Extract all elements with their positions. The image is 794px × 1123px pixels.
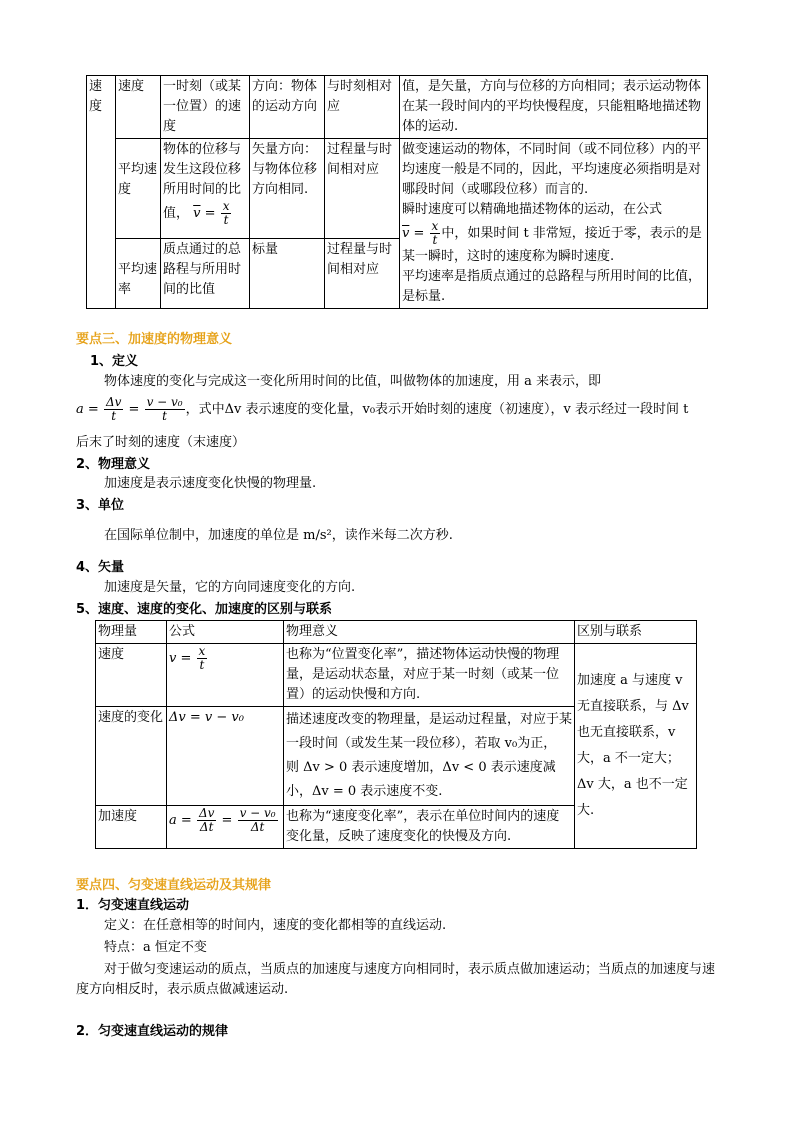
relation-cell: 加速度 a 与速度 v 无直接联系，与 Δv 也无直接联系，v 大，a 不一定大；Δv 大，a 也不一定大. xyxy=(575,644,697,849)
section3-sub1: 1、定义 xyxy=(90,354,139,369)
section4-title: 要点四、匀变速直线运动及其规律 xyxy=(76,878,272,893)
formula-x-over-t-2: $\frac{x}{t}$ xyxy=(431,219,439,247)
speed-name: 速度 xyxy=(116,76,161,139)
row-speed-name: 速度 xyxy=(96,644,167,707)
section4-sub2: 2．匀变速直线运动的规律 xyxy=(76,1024,229,1039)
speed-desc: 值，是矢量，方向与位移的方向相同；表示运动物体在某一段时间内的平均快慢程度，只能粗略地描述物体的运动. xyxy=(400,76,708,139)
row-accel-desc: 也称为“速度变化率”，表示在单位时间内的速度变化量，反映了速度变化的快慢及方向. xyxy=(284,806,575,849)
section3-p3: 在国际单位制中，加速度的单位是 m/s²，读作米每二次方秒. xyxy=(104,528,453,543)
section3-sub2: 2、物理意义 xyxy=(76,457,151,472)
section3-p4: 加速度是矢量，它的方向同速度变化的方向. xyxy=(104,580,356,595)
th-meaning: 物理意义 xyxy=(284,621,575,644)
speed-table xyxy=(86,75,708,309)
section3-sub5: 5、速度、速度的变化、加速度的区别与联系 xyxy=(76,602,333,617)
section4-sub1: 1．匀变速直线运动 xyxy=(76,898,190,913)
row-dv-name: 速度的变化 xyxy=(96,707,167,806)
accel-definition-line: a = $\frac{\Delta v}{t}$ = $\frac{\text{v − v₀}}{t}$ ，式中Δv 表示速度的变化量，v₀表示开始时刻的速度（初速度），v 表示经过一段时间 t xyxy=(76,395,689,423)
section3-p2: 加速度是表示速度变化快慢的物理量. xyxy=(104,476,317,491)
avg-rate-name: 平均速率 xyxy=(116,239,161,309)
th-formula: 公式 xyxy=(167,621,284,644)
section4-def: 定义：在任意相等的时间内，速度的变化都相等的直线运动. xyxy=(104,918,447,933)
speed-rel: 与时刻相对应 xyxy=(325,76,400,139)
section3-title: 要点三、加速度的物理意义 xyxy=(76,332,233,347)
speed-row-header: 速 度 xyxy=(87,76,116,309)
row-dv-formula: Δv = v − v₀ xyxy=(167,707,284,806)
section4-feat: 特点：a 恒定不变 xyxy=(104,940,207,955)
row-accel-name: 加速度 xyxy=(96,806,167,849)
section3-sub3: 3、单位 xyxy=(76,498,125,513)
avg-speed-def: 物体的位移与发生这段位移所用时间的比值， $\overline{v}$ = $\frac{x}{t}$ xyxy=(161,139,250,239)
row-accel-formula: a = $\frac{\Delta v}{\Delta t}$ = $\frac{\text{v − v₀}}{\Delta t}$ xyxy=(167,806,284,849)
th-relation: 区别与联系 xyxy=(575,621,697,644)
row-speed-desc: 也称为“位置变化率”，描述物体运动快慢的物理量，是运动状态量，对应于某一时刻（或某一位置）的运动快慢和方向. xyxy=(284,644,575,707)
section3-p1c: 后末了时刻的速度（末速度） xyxy=(76,435,246,450)
section4-p: 对于做匀变速运动的质点，当质点的加速度与速度方向相同时，表示质点做加速运动；当质点的加速度与速度方向相反时，表示质点做减速运动. xyxy=(76,962,716,997)
section3-p1: 物体速度的变化与完成这一变化所用时间的比值，叫做物体的加速度，用 a 来表示，即 xyxy=(104,374,602,389)
avg-speed-name: 平均速度 xyxy=(116,139,161,239)
avg-rate-def: 质点通过的总路程与所用时间的比值 xyxy=(161,239,250,309)
avg-rate-dir: 标量 xyxy=(250,239,325,309)
section3-sub4: 4、矢量 xyxy=(76,560,125,575)
avg-speed-dir: 矢量方向：与物体位移方向相同. xyxy=(250,139,325,239)
avg-rate-rel: 过程量与时间相对应 xyxy=(325,239,400,309)
speed-def: 一时刻（或某一位置）的速度 xyxy=(161,76,250,139)
row-speed-formula: v = $\frac{x}{t}$ xyxy=(167,644,284,707)
comparison-table xyxy=(95,620,697,849)
avg-speed-rel: 过程量与时间相对应 xyxy=(325,139,400,239)
row-dv-desc: 描述速度改变的物理量，是运动过程量，对应于某一段时间（或发生某一段位移），若取 v₀为正， 则 Δv > 0 表示速度增加，Δv < 0 表示速度减小，Δv = 0 表示速度不变. xyxy=(284,707,575,806)
th-quantity: 物理量 xyxy=(96,621,167,644)
speed-dir: 方向：物体的运动方向 xyxy=(250,76,325,139)
formula-x-over-t: $\frac{x}{t}$ xyxy=(222,199,230,227)
avg-speed-desc: 做变速运动的物体，不同时间（或不同位移）内的平均速度一般是不同的，因此，平均速度必须指明是对哪段时间（或哪段位移）而言的. 瞬时速度可以精确地描述物体的运动，在公式 $\overline{v}$ = $\frac{x}{t}$ 中，如果时间 t 非常短，接近于零，表示的是某一瞬时，这时的速度称为瞬时速度. 平均速率是指质点通过的总路程与所用时间的比值，是标量. xyxy=(400,139,708,309)
v-bar-symbol: $\overline{v}$ xyxy=(193,206,201,221)
